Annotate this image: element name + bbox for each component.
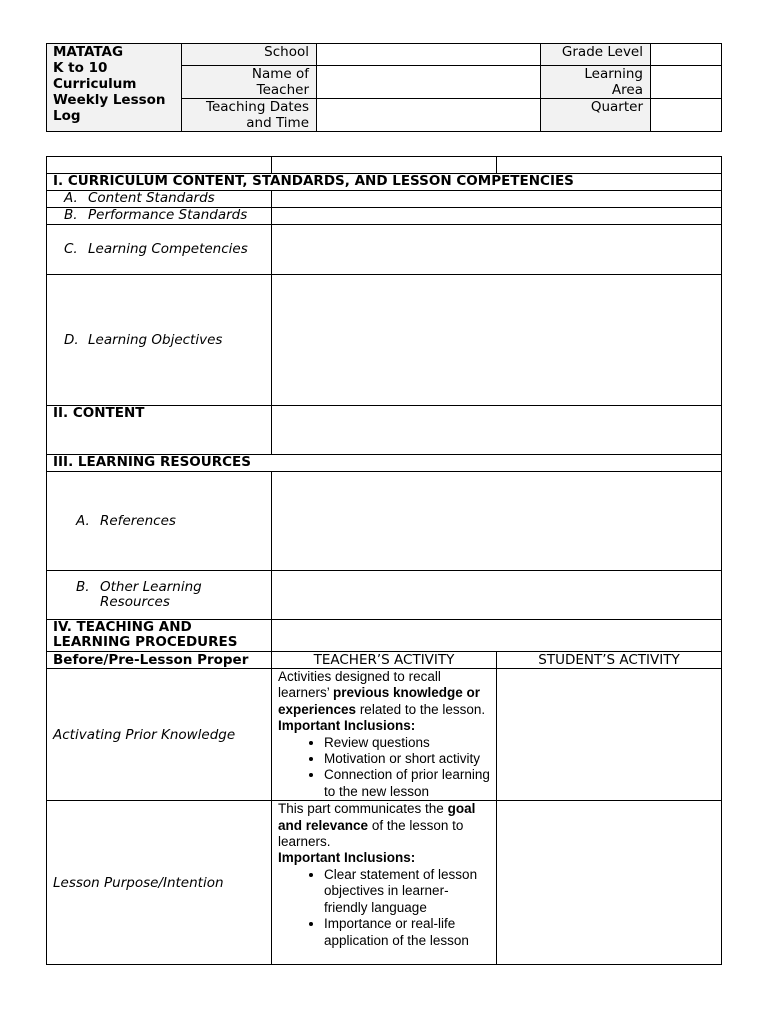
- section-procedures: [47, 620, 272, 652]
- inclusions-list: [278, 867, 492, 949]
- references-label: [47, 472, 272, 571]
- title-line: Weekly Lesson: [53, 92, 166, 108]
- item-letter: C.: [64, 241, 78, 257]
- learning-area-label-line: Learning: [584, 66, 643, 82]
- learning-area-label-line: Area: [611, 82, 643, 98]
- learning-competencies-field[interactable]: [272, 225, 722, 275]
- dates-label-line: and Time: [246, 115, 309, 131]
- activity-emphasis: goal and relevance: [278, 801, 476, 833]
- grade-level-label: Grade Level: [541, 44, 651, 66]
- activity-emphasis: previous knowledge or experiences: [278, 685, 481, 717]
- procedures-field[interactable]: [272, 620, 722, 652]
- item-letter: B.: [76, 579, 90, 595]
- lesson-log-table: [46, 156, 722, 965]
- learning-competencies-label: [47, 225, 272, 275]
- list-item: • Review questions: [324, 735, 492, 751]
- item-letter: D.: [64, 331, 79, 348]
- dates-label-line: Teaching Dates: [206, 99, 309, 115]
- teacher-label: [182, 66, 317, 99]
- teacher-activity-header: TEACHER’S ACTIVITY: [272, 652, 497, 669]
- item-letter: A.: [76, 512, 90, 529]
- school-field[interactable]: [317, 44, 541, 66]
- learning-objectives-field[interactable]: [272, 275, 722, 406]
- performance-standards-field[interactable]: [272, 208, 722, 225]
- teacher-label-line: Name of: [251, 66, 309, 82]
- performance-standards-label: [47, 208, 272, 225]
- dates-label: [182, 99, 317, 132]
- teacher-label-line: Teacher: [256, 82, 309, 98]
- document-title: [47, 44, 182, 132]
- content-standards-label: [47, 191, 272, 208]
- activity-text: This part communicates the: [278, 801, 448, 817]
- teacher-activity-cell[interactable]: [272, 669, 497, 801]
- activity-text: of the lesson to learners.: [278, 817, 464, 850]
- learning-area-field[interactable]: [651, 66, 722, 99]
- learning-objectives-label: [47, 275, 272, 406]
- student-activity-cell[interactable]: [497, 669, 722, 801]
- inclusions-label: Important Inclusions:: [278, 718, 416, 734]
- section-learning-resources: III. LEARNING RESOURCES: [47, 455, 722, 472]
- content-standards-field[interactable]: [272, 191, 722, 208]
- inclusions-label: Important Inclusions:: [278, 850, 416, 866]
- title-line: MATATAG: [53, 44, 124, 60]
- quarter-label: Quarter: [541, 99, 651, 132]
- activity-text: related to the lesson.: [356, 701, 486, 717]
- list-item: • Clear statement of lesson objectives in learner-friendly language: [324, 867, 492, 916]
- title-line: Curriculum: [53, 76, 137, 92]
- section-procedures-line: IV. TEACHING AND: [53, 619, 192, 635]
- item-label: Performance Standards: [88, 207, 248, 223]
- list-item: • Motivation or short activity: [324, 751, 492, 767]
- procedure-name: Activating Prior Knowledge: [47, 669, 272, 801]
- item-letter: B.: [64, 207, 78, 223]
- title-line: Log: [53, 108, 81, 124]
- activity-description: [278, 669, 492, 718]
- item-label: Learning Objectives: [88, 331, 223, 348]
- item-label: Learning Competencies: [88, 241, 248, 257]
- other-resources-field[interactable]: [272, 571, 722, 620]
- item-label-line: Other Learning: [100, 579, 202, 595]
- school-label: School: [182, 44, 317, 66]
- list-item: • Importance or real-life application of the lesson: [324, 916, 492, 949]
- dates-field[interactable]: [317, 99, 541, 132]
- references-field[interactable]: [272, 472, 722, 571]
- content-field[interactable]: [272, 406, 722, 455]
- teacher-activity-cell[interactable]: [272, 801, 497, 965]
- title-line: K to 10: [53, 60, 108, 76]
- student-activity-cell[interactable]: [497, 801, 722, 965]
- activity-description: [278, 801, 492, 850]
- blank-cell[interactable]: [272, 157, 497, 174]
- quarter-field[interactable]: [651, 99, 722, 132]
- header-table: [46, 43, 722, 132]
- list-item: • Connection of prior learning to the new lesson: [324, 767, 492, 800]
- item-label: Content Standards: [88, 190, 215, 206]
- procedure-name: Lesson Purpose/Intention: [47, 801, 272, 965]
- teacher-field[interactable]: [317, 66, 541, 99]
- blank-cell[interactable]: [497, 157, 722, 174]
- inclusions-list: [278, 735, 492, 801]
- item-label: References: [100, 512, 176, 529]
- item-letter: A.: [64, 190, 78, 206]
- phase-heading: Before/Pre-Lesson Proper: [47, 652, 272, 669]
- blank-cell[interactable]: [47, 157, 272, 174]
- section-content: II. CONTENT: [47, 406, 272, 455]
- section-procedures-line: LEARNING PROCEDURES: [53, 634, 238, 650]
- section-curriculum: I. CURRICULUM CONTENT, STANDARDS, AND LESSON COMPETENCIES: [47, 174, 722, 191]
- student-activity-header: STUDENT’S ACTIVITY: [497, 652, 722, 669]
- grade-level-field[interactable]: [651, 44, 722, 66]
- other-resources-label: [47, 571, 272, 620]
- activity-text: Activities designed to recall learners’: [278, 669, 441, 701]
- learning-area-label: [541, 66, 651, 99]
- item-label-line: Resources: [100, 594, 170, 610]
